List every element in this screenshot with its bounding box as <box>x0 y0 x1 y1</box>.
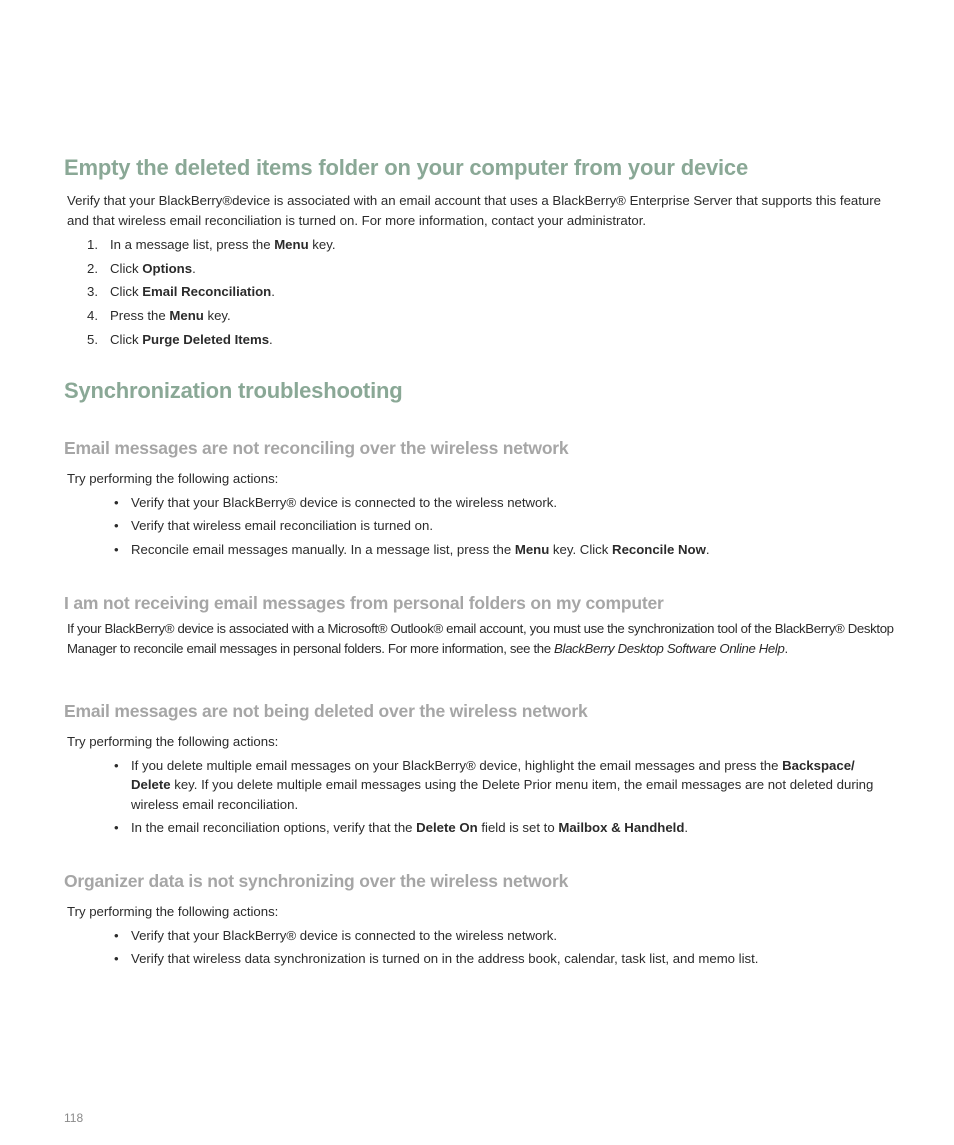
step-text: Click <box>110 260 143 276</box>
bullet-text: If you delete multiple email messages on your BlackBerry® device, highlight the email messages and press the <box>131 757 783 773</box>
ui-term: Backspace/ Delete <box>131 757 855 792</box>
subsection-body <box>64 902 894 973</box>
step-item <box>64 280 894 304</box>
doc-reference: BlackBerry Desktop Software Online Help <box>554 640 785 656</box>
bullet-text: key. If you delete multiple email messages using the Delete Prior menu item, the email messages are not deleted during wireless email reconciliation. <box>131 777 874 812</box>
step-item <box>64 233 894 257</box>
bullet-glyph: • <box>114 757 119 773</box>
step-item <box>64 328 894 352</box>
subsection-title: I am not receiving email messages from personal folders on my computer <box>64 593 664 613</box>
step-text: . <box>269 331 273 347</box>
bullet-glyph: • <box>114 927 119 943</box>
bullet-text: Reconcile email messages manually. In a message list, press the <box>131 541 515 557</box>
step-number: 3. <box>87 284 98 300</box>
bullet-item <box>64 516 894 536</box>
bullet-glyph: • <box>114 518 119 533</box>
steps-block <box>64 233 894 352</box>
ui-term: Reconcile Now <box>612 541 706 557</box>
bullet-text: Verify that your BlackBerry® device is connected to the wireless network. <box>131 927 558 943</box>
paragraph-text: If your BlackBerry® device is associated with a Microsoft® Outlook® email account, you must use the synchronization tool of the BlackBerry® Desktop Manager to reconcile email messages in personal folders. For more information, see the <box>67 621 894 656</box>
step-number: 2. <box>87 260 98 276</box>
bullet-text: Verify that your BlackBerry® device is connected to the wireless network. <box>131 494 558 510</box>
step-item <box>64 304 894 328</box>
bullet-item <box>64 493 894 513</box>
bullet-text: In the email reconciliation options, verify that the <box>131 820 417 835</box>
bullet-text: . <box>705 541 710 557</box>
bullet-text: key. Click <box>549 541 613 557</box>
bullet-item <box>64 818 894 838</box>
subsection-not-reconciling <box>64 437 894 459</box>
bullet-glyph: • <box>114 494 119 510</box>
section-empty-deleted-items <box>64 155 894 181</box>
subsection-not-deleted <box>64 700 894 722</box>
page-number: 118 <box>64 1111 84 1125</box>
step-text: In a message list, press the <box>110 237 275 252</box>
step-text: . <box>271 284 275 300</box>
section-sync-troubleshooting <box>64 378 894 404</box>
subsection-title: Email messages are not reconciling over the wireless network <box>64 438 569 458</box>
bullet-text: . <box>684 820 689 835</box>
section-title: Empty the deleted items folder on your computer from your device <box>64 155 749 180</box>
bullet-glyph: • <box>114 951 119 966</box>
subsection-title: Email messages are not being deleted over the wireless network <box>64 701 588 721</box>
step-number: 4. <box>87 308 98 324</box>
bullet-text: field is set to <box>477 820 559 835</box>
ui-term: Mailbox & Handheld <box>558 820 685 835</box>
step-item <box>64 257 894 281</box>
step-text: Press the <box>110 308 170 324</box>
step-text: Click <box>110 284 143 300</box>
subsection-intro: Try performing the following actions: <box>67 904 279 919</box>
bullet-item <box>64 540 894 560</box>
step-text: key. <box>203 308 231 324</box>
subsection-body <box>64 619 894 658</box>
bullet-list <box>64 493 894 560</box>
subsection-organizer-data <box>64 870 894 892</box>
bullet-text: Verify that wireless email reconciliation is turned on. <box>131 518 433 533</box>
subsection-title: Organizer data is not synchronizing over the wireless network <box>64 871 569 891</box>
subsection-intro: Try performing the following actions: <box>67 471 279 486</box>
paragraph-text: . <box>784 640 788 656</box>
bullet-text: Verify that wireless data synchronization is turned on in the address book, calendar, task list, and memo list. <box>131 951 759 966</box>
step-text: . <box>192 260 196 276</box>
ui-term: Menu <box>169 308 204 324</box>
ui-term: Purge Deleted Items <box>142 331 270 347</box>
step-number: 1. <box>87 237 98 252</box>
subsection-body <box>64 469 894 563</box>
subsection-intro: Try performing the following actions: <box>67 734 279 749</box>
bullet-item <box>64 926 894 946</box>
step-text: key. <box>308 237 336 252</box>
subsection-paragraph <box>64 619 894 658</box>
ui-term: Delete On <box>416 820 478 835</box>
section-title: Synchronization troubleshooting <box>64 378 403 403</box>
section-intro-block <box>64 191 894 230</box>
ui-term: Menu <box>514 541 550 557</box>
subsection-body <box>64 732 894 842</box>
ui-term: Menu <box>274 237 309 252</box>
subsection-personal-folders <box>64 592 894 614</box>
step-number: 5. <box>87 331 98 347</box>
steps-list <box>64 233 894 352</box>
bullet-item <box>64 756 894 815</box>
bullet-glyph: • <box>114 820 119 835</box>
bullet-list <box>64 756 894 838</box>
step-text: Click <box>110 331 143 347</box>
bullet-glyph: • <box>114 541 119 557</box>
section-intro: Verify that your BlackBerry®device is associated with an email account that uses a BlackBerry® Enterprise Server that supports this feature and that wireless email reconciliation is turned on. For more information, contact your administrator. <box>67 193 881 228</box>
ui-term: Email Reconciliation <box>142 284 272 300</box>
bullet-list <box>64 926 894 969</box>
bullet-item <box>64 949 894 969</box>
ui-term: Options <box>142 260 193 276</box>
